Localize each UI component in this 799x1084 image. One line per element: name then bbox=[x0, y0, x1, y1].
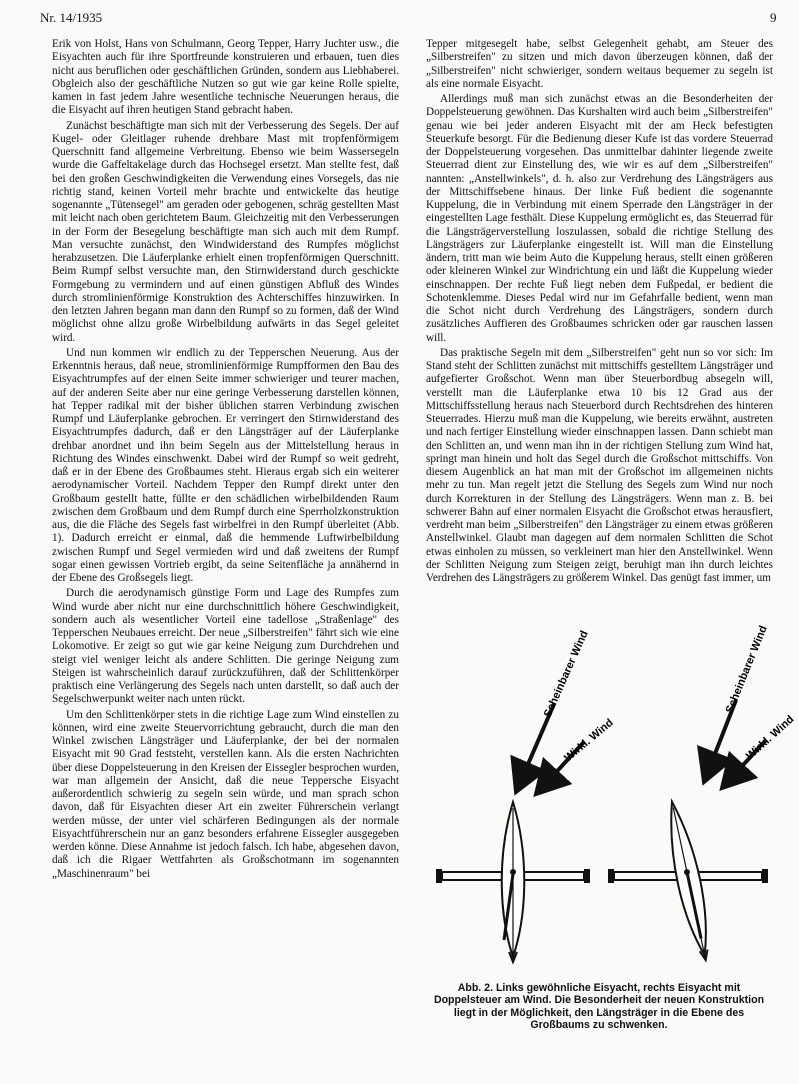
paragraph: Tepper mitgesegelt habe, selbst Gelegenheit gehabt, am Steuer des „Silberstreifen" zu sitzen und mich davon überzeugen können, daß der „Silberstreifen" nicht schwieriger, sondern weitaus bequemer zu segeln ist als eine normale Eisyacht. bbox=[426, 38, 773, 90]
runner bbox=[436, 869, 442, 883]
paragraph: Das praktische Segeln mit dem „Silberstreifen" geht nun so vor sich: Im Stand steht der Schlitten zunächst mit mittschiffs gestelltem Längsträger und aufgefierter Großschot. Wenn man über Steuerbordbug absegeln will, verstellt man die Läuferplanke etwa 10 bis 12 Grad aus der Mittschiffsstellung heraus nach Steuerbord durch Rechtsdrehen des hinteren Steuerrades. Hierzu muß man die Kuppelung, wie bereits erwähnt, austreten und nach fertiger Einstellung wieder einschnappen lassen. Dann schiebt man den Schlitten an, und wenn man ihn in der richtigen Stellung zum Wind hat, springt man hinein und holt das Segel durch die Großschot mittschiffs. Von diesem Augenblick an hat man mit der Großschot im allgemeinen nichts mehr zu tun. Man regelt jetzt die Stellung des Segels zum Wind nur noch durch Korrekturen in der Stellung des Längsträgers. Wenn man z. B. bei schwerer Bahn auf einer normalen Eisyacht die Großschot etwas herausfiert, verdreht man beim „Silberstreifen" den Längsträger zu einem etwas größeren Anstellwinkel. Glaubt man dagegen auf dem normalen Schlitten die Schot etwas einholen zu müssen, so verkleinert man hier den Anstellwinkel. Wenn der Schlitten Neigung zum Steigen zeigt, beruhigt man ihn durch leichtes Verdrehen des Längsträgers zu größerem Winkel. Das genügt fast immer, um bbox=[426, 346, 773, 584]
apparent-wind-arrow bbox=[704, 624, 770, 782]
right-text-column bbox=[426, 38, 773, 587]
true-wind-arrow bbox=[722, 713, 796, 788]
true-wind-arrow bbox=[536, 717, 616, 794]
paragraph: Und nun kommen wir endlich zu der Tepperschen Neuerung. Aus der Erkenntnis heraus, daß neue, stromlinienförmige Rumpfformen den Bau des Eisyachtrumpfes auf der einen Seite immer schwieriger und teurer machen, auf der anderen Seite aber nur eine geringe Verbesserung darstellen können, hat Tepper radikal mit der bisher üblichen starren Verbindung zwischen Rumpf und Läuferplanke gebrochen. Er verringert den Stirnwiderstand des Eisyachtrumpfes dadurch, daß er den Längsträger auf der Läuferplanke drehbar anordnet und ihn beim Segeln aus der Mittelstellung heraus in Richtung des Windes einschwenkt. Dabei wird der Rumpf so weit gedreht, daß er in der Ebene des Großbaumes steht. Hieraus ergab sich ein weiterer aerodynamischer Vorteil. Nachdem Tepper den Rumpf direkt unter den Großbaum gestellt hatte, füllte er den schädlichen wirbelbildenden Raum zwischen dem Großbaum und dem Rumpf durch eine Sperrholzkonstruktion aus, die die Fläche des Segels fast wirbelfrei in den Rumpf überleitet (Abb. 1). Dadurch erreicht er einmal, daß die hemmende Luftwirbelbildung zwischen Rumpf und Segel vermieden wird und daß zweitens der Rumpf sogar einen gewissen Vortrieb ergibt, da seine Seitenfläche ja annähernd in der Ebene des Großsegels liegt. bbox=[52, 346, 399, 584]
figure-caption: Abb. 2. Links gewöhnliche Eisyacht, rechts Eisyacht mit Doppelsteuer am Wind. Die Besonderheit der neuen Konstruktion liegt in der Möglichkeit, den Längsträger in die Ebene des Großbaums zu schwenken. bbox=[433, 982, 765, 1032]
runner bbox=[762, 869, 768, 883]
true-wind-label: Wirkl. Wind bbox=[562, 716, 616, 765]
apparent-wind-label: Scheinbarer Wind bbox=[723, 624, 770, 716]
paragraph: Zunächst beschäftigte man sich mit der Verbesserung des Segels. Der auf Kugel- oder Gleitlager ruhende drehbare Mast mit tropfenförmigem Querschnitt fand allgemeine Verbreitung. Ebenso wie beim Wassersegeln wurde die Gaffeltakelage durch das Hochsegel ersetzt. Man stellte fest, daß bei den großen Geschwindigkeiten die Verwendung eines Vorsegels, das nie richtig stand, keinen Vorteil mehr brachte und entwickelte das heutige sogenannte „Tütensegel" am geraden oder gebogenen, schräg gestellten Mast mit leicht nach oben gerichtetem Baum. Gleichzeitig mit den Verbesserungen in der Form der Besegelung beschäftigte man sich auch mit dem Rumpf. Man versuchte zunächst, den Windwiderstand des Rumpfes möglichst herabzusetzen. Die Läuferplanke erhielt einen tropfenförmigen Querschnitt. Beim Rumpf selbst versuchte man, den Stirnwiderstand durch geschickte Formgebung zu vermindern und auf einen günstigen Abfluß des Windes durch stromlinienförmige Konstruktion des Achterschiffes hinzuwirken. In den letzten Jahren begann man dann den Rumpf so zu formen, daß der Wind möglichst ohne allzu große Wirbelbildung aufwärts in das Segel geleitet wird. bbox=[52, 119, 399, 344]
paragraph: Um den Schlittenkörper stets in die richtige Lage zum Wind einstellen zu können, wird eine zweite Steuervorrichtung gebraucht, durch die man den Winkel zwischen Längsträger und Läuferplanke, der bei der normalen Eisyacht mit 90 Grad feststeht, verstellen kann. Als die ersten Nachrichten über diese Doppelsteuerung in den Kreisen der Eissegler besprochen wurden, war man allgemein der Ansicht, daß die neue Teppersche Eisyacht außerordentlich schwierig zu segeln sein würde, und man sprach schon davon, daß für Eisyachten dieser Art ein zweiter Führerschein verlangt werden müsse, der unter viel schärferen Bedingungen als der normale Eisyachtführerschein nur an ganz besonders erfahrene Eissegler ausgegeben werden könne. Diese Annahme ist jedoch falsch. Ich habe, abgesehen davon, daß ich die Rigaer Wettfahrten als Großschotmann im sogenannten „Maschinenraum" bei bbox=[52, 708, 399, 880]
true-wind-label: Wirkl. Wind bbox=[743, 713, 797, 763]
paragraph: Erik von Holst, Hans von Schulmann, Georg Tepper, Harry Juchter usw., die Eisyachten auch für ihre Sportfreunde konstruieren und erbauen, tuen dies nicht aus beruflichen oder geschäftlichen Gründen, sondern aus Liebhaberei. Obgleich also der geschäftliche Nutzen so gut wie gar keine Rolle spielte, kamen in fast jedem Jahre wesentliche technische Neuerungen heraus, die die Eisyacht auf ihren heutigen Stand gebracht haben. bbox=[52, 38, 399, 117]
page-number: 9 bbox=[770, 10, 777, 25]
issue-number: Nr. 14/1935 bbox=[40, 10, 103, 25]
runner bbox=[584, 869, 590, 883]
paragraph: Durch die aerodynamisch günstige Form und Lage des Rumpfes zum Wind wurde aber nicht nur eine durchschnittlich höhere Geschwindigkeit, sondern auch als wesentlicher Vorteil eine tadellose „Straßenlage" des Tepperschen Neubaues erreicht. Der neue „Silberstreifen" fährt sich wie eine Lokomotive. Er zeigt so gut wie gar keine Neigung zum Durchdrehen und steigt viel weniger leicht als andere Schlitten. Die geringe Neigung zum Steigen ist wahrscheinlich darauf zurückzuführen, daß der Schlittenkörper praktisch eine Verlängerung des Segels nach unten darstellt, so daß auch der Segelschwerpunkt weiter nach unten rückt. bbox=[52, 587, 399, 706]
apparent-wind-label: Scheinbarer Wind bbox=[541, 628, 591, 720]
ordinary-ice-yacht bbox=[436, 629, 616, 962]
double-steering-ice-yacht bbox=[608, 624, 796, 962]
paragraph: Allerdings muß man sich zunächst etwas an die Besonderheiten der Doppelsteuerung gewöhnen. Das Kurshalten wird auch beim „Silberstreifen" genau wie bei jeder anderen Eisyacht mit der am Heck befestigten Steuerkufe besorgt. Für die Bedienung dieser Kufe ist das vordere Steuerrad der Doppelsteuerung vorgesehen. Das unmittelbar dahinter liegende zweite Steuerrad dient zur Einstellung des, wie wir es auf dem „Silberstreifen" nannten: „Anstellwinkels", d. h. also zur Verdrehung des Längsträgers aus der Mittschiffsebene hinaus. Der linke Fuß bedient die sogenannte Kuppelung, die in Verbindung mit einem Sperrade den Längsträger in der eingestellten Lage festhält. Diese Kuppelung ermöglicht es, das Steuerrad für die Längsträgerverstellung loszulassen, sobald die richtige Stellung des Längsträgers zur Läuferplanke eingestellt ist. Will man die Einstellung ändern, tritt man wie beim Auto die Kuppelung heraus, stellt einen größeren oder kleineren Winkel zur Windrichtung ein und läßt die Kuppelung wieder einschnappen. Der rechte Fuß liegt neben dem Fußpedal, er bedient die Schotenklemme. Dieses Pedal wird nur im Gefahrfalle bedient, wenn man die Schot nicht durch Verdrehung des Längsträgers, sondern durch zusätzliches Auffieren des Großbaumes schricken oder gar rauschen lassen will. bbox=[426, 93, 773, 344]
apparent-wind-arrow bbox=[516, 629, 591, 792]
left-text-column bbox=[52, 38, 399, 883]
ice-yacht-diagram bbox=[418, 624, 797, 970]
runner bbox=[608, 869, 614, 883]
